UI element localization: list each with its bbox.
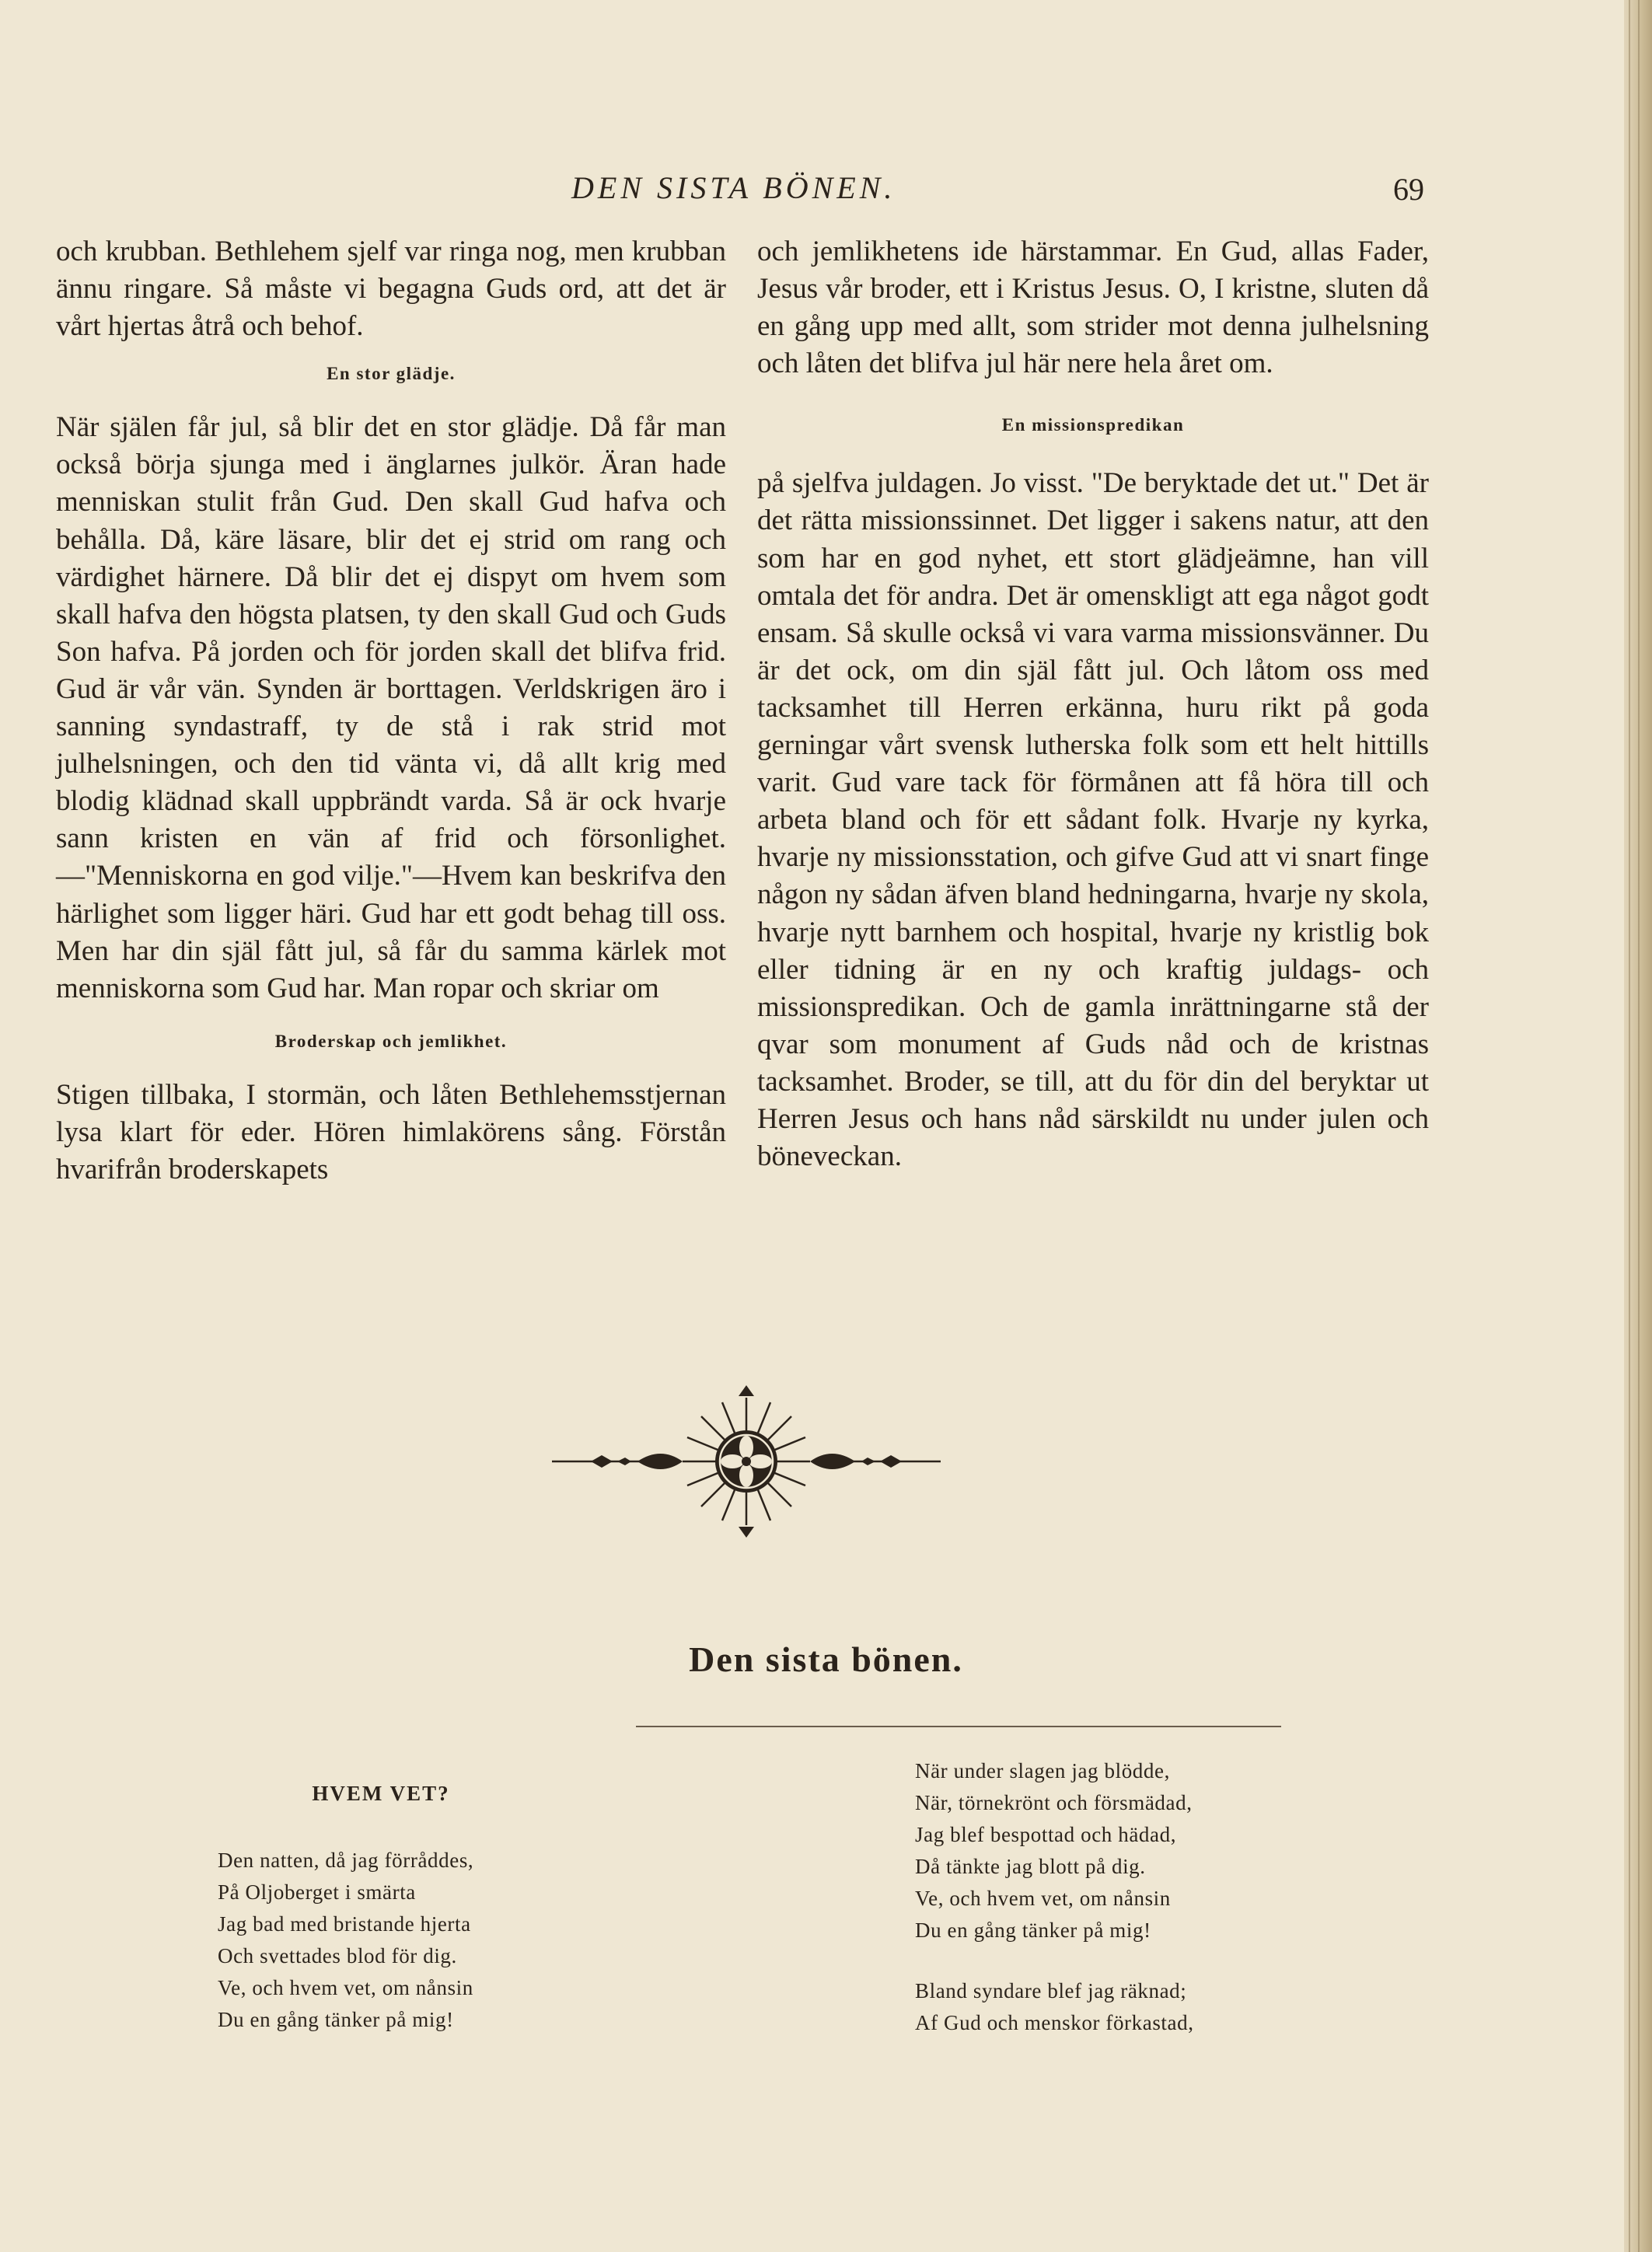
left-column [56,233,726,1189]
poem-heading: HVEM VET? [312,1782,450,1805]
section-title: Den sista bönen. [689,1639,963,1679]
poem-stanza-1 [218,1845,473,2036]
poem-line: Du en gång tänker på mig! [915,1919,1151,1942]
poem-line: Bland syndare blef jag räknad; [915,1979,1187,2002]
poem-line: Då tänkte jag blott på dig. [915,1855,1146,1878]
poem-line: Jag bad med bristande hjerta [218,1912,471,1936]
page-edge-line [1638,0,1640,2252]
poem-line: Du en gång tänker på mig! [218,2008,454,2031]
section-divider [636,1726,1281,1727]
page-edge-line [1629,0,1630,2252]
poem-line: Och svettades blod för dig. [218,1944,457,1967]
paragraph: och jemlikhetens ide härstammar. En Gud, allas Fader, Jesus vår broder, ett i Kristus Jesus. O, I kristne, sluten då en gång upp med allt, som strider mot denna julhelsning och låten det blifva jul här nere hela året om. [757,236,1429,380]
poem-line: Ve, och hvem vet, om nånsin [915,1887,1171,1910]
poem-line: När under slagen jag blödde, [915,1759,1170,1782]
page-edge [1624,0,1652,2252]
paragraph: Stigen tillbaka, I stormän, och låten Bethlehemsstjernan lysa klart för eder. Hören himlakörens sång. Förstån hvarifrån broderskapets [56,1078,726,1185]
paragraph: på sjelfva juldagen. Jo visst. "De beryktade det ut." Det är det rätta missionssinnet. Det ligger i sakens natur, att den som har en god nyhet, ett stort glädjeämne, han vill omtala det för andra. Det är omenskligt att ega något godt ensam. Så skulle också vi vara varma missionsvänner. Du är det ock, om din själ fått jul. Och låtom oss med tacksamhet till Herren erkänna, huru rikt på goda gerningar vårt svensk lutherska folk som ett helt hittills varit. Gud vare tack för förmånen att få höra till och arbeta bland och för ett sådant folk. Hvarje ny kyrka, hvarje ny missionsstation, och gifve Gud att vi snart finge någon ny sådan äfven bland hedningarna, hvarje ny skola, hvarje nytt barnhem och hospital, hvarje ny kristlig bok eller tidning är en ny och kraftig juldags- och missionspredikan. Och de gamla inrättningarne stå der qvar som monument af Guds nåd och de kristnas tacksamhet. Broder, se till, att du för din del beryktar ut Herren Jesus och hans nåd särskildt nu under julen och böneveckan. [757,467,1429,1173]
page-number: 69 [1393,172,1424,207]
section-heading: Broderskap och jemlikhet. [274,1031,508,1051]
running-title: DEN SISTA BÖNEN. [571,170,896,205]
poem-stanza-3 [915,1975,1194,2039]
section-heading: En missionspredikan [1001,415,1185,435]
right-column [757,233,1429,1175]
poem-stanza-2 [915,1755,1193,1946]
ornament-icon [544,1384,948,1539]
paragraph: När själen får jul, så blir det en stor glädje. Då får man också börja sjunga med i änglarnes julkör. Äran hade menniskan stulit från Gud. Den skall Gud hafva och behålla. Då, käre läsare, blir det ej strid om rang och värdighet härnere. Då blir det ej dispyt om hvem som skall hafva den högsta platsen, ty den skall Gud och Guds Son hafva. På jorden och för jorden skall det blifva frid. Gud är vår vän. Synden är borttagen. Verldskrigen äro i sanning syndastraff, ty de stå i rak strid mot julhelsningen, och den tid vänta vi, då allt krig med blodig klädnad skall uppbrändt varda. Så är ock hvarje sann kristen en vän af frid och försonlighet.—"Menniskorna en god vilje."—Hvem kan beskrifva den härlighet som ligger häri. Gud har ett godt behag till oss. Men har din själ fått jul, så får du samma kärlek mot menniskorna som Gud har. Man ropar och skriar om [56,411,726,1004]
poem-line: Den natten, då jag förråddes, [218,1849,474,1872]
poem-line: På Oljoberget i smärta [218,1880,416,1904]
poem-line: Af Gud och menskor förkastad, [915,2011,1194,2034]
section-heading: En stor glädje. [327,364,456,384]
page-header [0,169,1624,216]
paragraph: och krubban. Bethlehem sjelf var ringa nog, men krubban ännu ringare. Så måste vi begagna Guds ord, att det är vårt hjertas åtrå och behof. [56,236,726,343]
poem-line: Ve, och hvem vet, om nånsin [218,1976,473,1999]
poem-line: När, törnekrönt och försmädad, [915,1791,1193,1814]
poem-line: Jag blef bespottad och hädad, [915,1823,1177,1846]
